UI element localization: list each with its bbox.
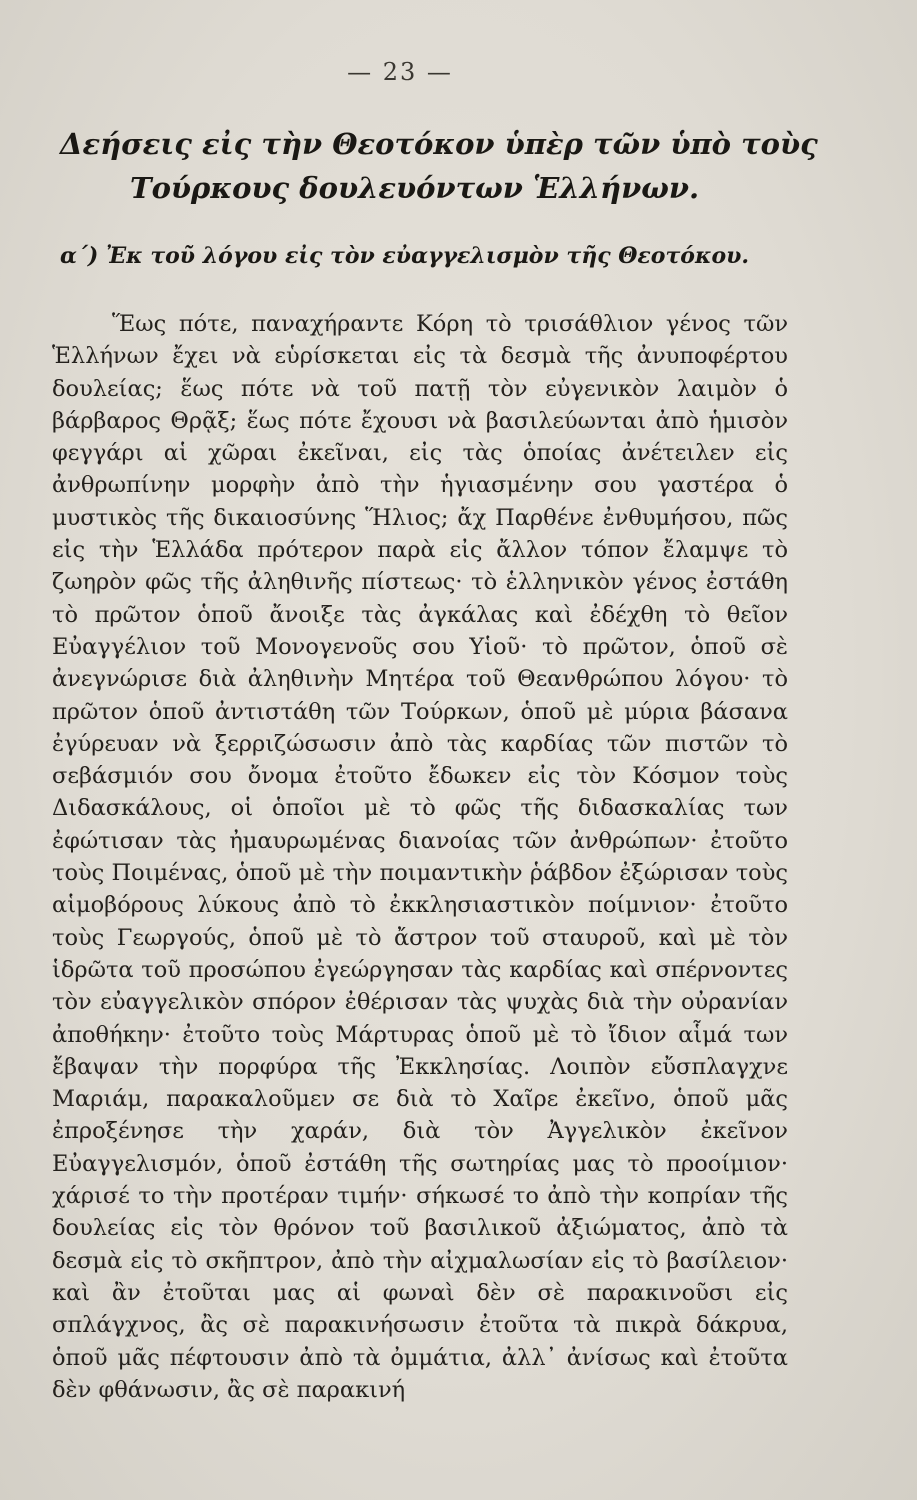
section-subtitle: α΄) Ἐκ τοῦ λόγου εἰς τὸν εὐαγγελισμὸν τῆς Θεοτόκου. — [60, 243, 750, 269]
chapter-title-line-2: Τούρκους δουλευόντων Ἑλλήνων. — [130, 171, 700, 205]
chapter-title — [60, 122, 820, 210]
body-paragraph: Ἕως πότε, παναχήραντε Κόρη τὸ τρισάθλιον γένος τῶν Ἑλλήνων ἔχει νὰ εὑρίσκεται εἰς τὰ δεσμὰ τῆς ἀνυποφέρτου δουλείας; ἕως πότε νὰ τοῦ πατῇ τὸν εὐγενικὸν λαιμὸν ὁ βάρβαρος Θρᾷξ; ἕως πότε ἔχουσι νὰ βασιλεύωνται ἀπὸ ἡμισὸν φεγγάρι αἱ χῶραι ἐκεῖναι, εἰς τὰς ὁποίας ἀνέτειλεν εἰς ἀνθρωπίνην μορφὴν ἀπὸ τὴν ἡγιασμένην σου γαστέρα ὁ μυστικὸς τῆς δικαιοσύνης Ἥλιος; ἄχ Παρθένε ἐνθυμήσου, πῶς εἰς τὴν Ἑλλάδα πρότερον παρὰ εἰς ἄλλον τόπον ἔλαμψε τὸ ζωηρὸν φῶς τῆς ἀληθινῆς πίστεως· τὸ ἑλληνικὸν γένος ἐστάθη τὸ πρῶτον ὁποῦ ἄνοιξε τὰς ἀγκάλας καὶ ἐδέχθη τὸ θεῖον Εὐαγγέλιον τοῦ Μονογενοῦς σου Υἱοῦ· τὸ πρῶτον, ὁποῦ σὲ ἀνεγνώρισε διὰ ἀληθινὴν Μητέρα τοῦ Θεανθρώπου λόγου· τὸ πρῶτον ὁποῦ ἀντιστάθη τῶν Τούρκων, ὁποῦ μὲ μύρια βάσανα ἐγύρευαν νὰ ξερριζώσωσιν ἀπὸ τὰς καρδίας τῶν πιστῶν τὸ σεβάσμιόν σου ὄνομα ἐτοῦτο ἔδωκεν εἰς τὸν Κόσμον τοὺς Διδασκάλους, οἱ ὁποῖοι μὲ τὸ φῶς τῆς διδασκαλίας των ἐφώτισαν τὰς ἠμαυρωμένας διανοίας τῶν ἀνθρώπων· ἐτοῦτο τοὺς Ποιμένας, ὁποῦ μὲ τὴν ποιμαντικὴν ῥάβδον ἐξώρισαν τοὺς αἱμοβόρους λύκους ἀπὸ τὸ ἐκκλησιαστικὸν ποίμνιον· ἐτοῦτο τοὺς Γεωργούς, ὁποῦ μὲ τὸ ἄστρον τοῦ σταυροῦ, καὶ μὲ τὸν ἱδρῶτα τοῦ προσώπου ἐγεώργησαν τὰς καρδίας καὶ σπέρνοντες τὸν εὐαγγελικὸν σπόρον ἐθέρισαν τὰς ψυχὰς διὰ τὴν οὐρανίαν ἀποθήκην· ἐτοῦτο τοὺς Μάρτυρας ὁποῦ μὲ τὸ ἴδιον αἷμά των ἔβαψαν τὴν πορφύρα τῆς Ἐκκλησίας. Λοιπὸν εὔσπλαγχνε Μαριάμ, παρακαλοῦμεν σε διὰ τὸ Χαῖρε ἐκεῖνο, ὁποῦ μᾶς ἐπροξένησε τὴν χαράν, διὰ τὸν Ἀγγελικὸν ἐκεῖνον Εὐαγγελισμόν, ὁποῦ ἐστάθη τῆς σωτηρίας μας τὸ προοίμιον· χάρισέ το τὴν προτέραν τιμήν· σήκωσέ το ἀπὸ τὴν κοπρίαν τῆς δουλείας εἰς τὸν θρόνον τοῦ βασιλικοῦ ἀξιώματος, ἀπὸ τὰ δεσμὰ εἰς τὸ σκῆπτρον, ἀπὸ τὴν αἰχμαλωσίαν εἰς τὸ βασίλειον· καὶ ἂν ἐτοῦται μας αἱ φωναὶ δὲν σὲ παρακινοῦσι εἰς σπλάγχνος, ἂς σὲ παρακινήσωσιν ἐτοῦτα τὰ πικρὰ δάκρυα, ὁποῦ μᾶς πέφτουσιν ἀπὸ τὰ ὀμμάτια, ἀλλ᾿ ἀνίσως καὶ ἐτοῦτα δὲν φθάνωσιν, ἂς σὲ παρακινή — [52, 311, 788, 1403]
body-text — [52, 308, 788, 1406]
page-number: — 23 — — [347, 58, 453, 86]
chapter-title-line-1: Δεήσεις εἰς τὴν Θεοτόκον ὑπὲρ τῶν ὑπὸ τοὺς — [60, 127, 818, 161]
